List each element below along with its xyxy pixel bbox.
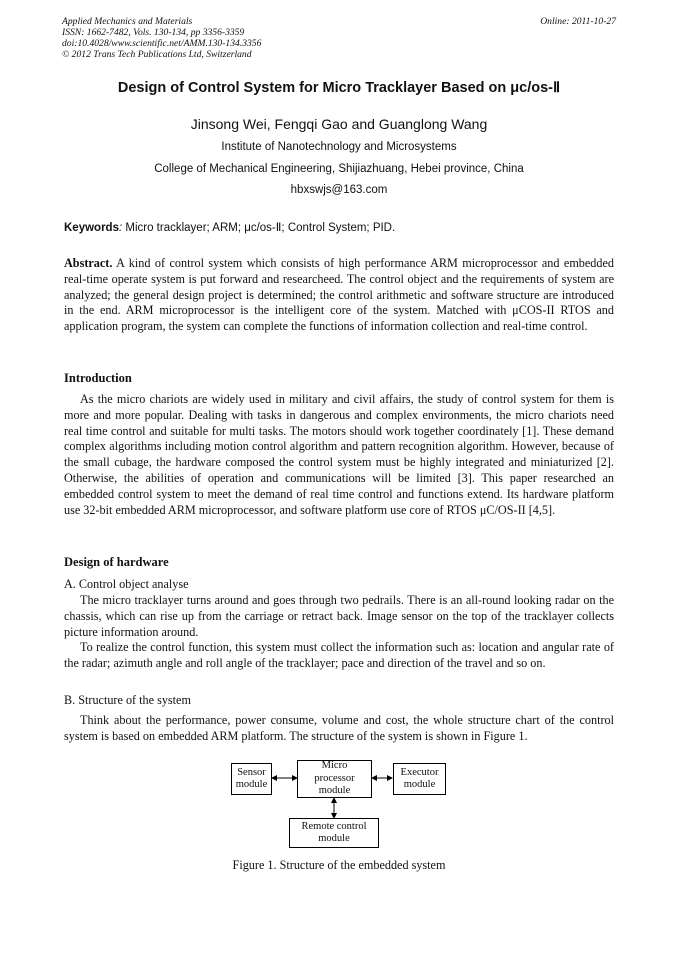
executor-module-box: Executor module: [393, 763, 446, 795]
keywords-text: Micro tracklayer; ARM; μc/os-Ⅱ; Control System; PID.: [122, 222, 396, 234]
sensor-module-box: Sensor module: [231, 763, 272, 795]
keywords-label: Keywords: [64, 222, 119, 234]
introduction-paragraph: As the micro chariots are widely used in military and civil affairs, the study of control system for them is more and more popular. Dealing with tasks in dangerous and complex environments, the micro chariots need real time control and suitable for multi tasks. The motors should work together coordinately [1]. These demand complex algorithms including motion control algorithm and pattern recognition algorithm. However, because of the small cubage, the hardware composed the control system must be highly integrated and miniaturized [2]. Otherwise, the abilities of operation and communications will be limited [3]. This paper researched an embedded control system to meet the demand of real time control and functions extend. Its hardware platform use 32-bit embedded ARM microprocessor, and software platform use core of RTOS μC/OS-II [4,5].: [64, 392, 614, 517]
subsection-a: A. Control object analyse: [64, 577, 189, 591]
introduction-heading: Introduction: [64, 371, 132, 385]
online-date: Online: 2011-10-27: [540, 16, 616, 27]
remote-control-module-box: Remote control module: [289, 818, 379, 848]
college: College of Mechanical Engineering, Shijiazhuang, Hebei province, China: [154, 163, 524, 175]
paragraph-a1: The micro tracklayer turns around and goes through two pedrails. There is an all-round looking radar on the chassis, which can rise up from the carriage or retract back. Image sensor on the top of the tracklayer collects picture information around.: [64, 593, 614, 639]
abstract-text: A kind of control system which consists of high performance ARM microprocessor and embedded real-time operate system is put forward and researcheed. The control object and the requirements of system are analyzed; the general design project is determined; the control arithmetic and software structure are introduced in the end. ARM microprocessor is the intelligent core of the system. Matched with μCOS-II RTOS and application program, the system can complete the functions of information collection and real-time control.: [64, 256, 614, 334]
figure-caption: Figure 1. Structure of the embedded system: [232, 858, 446, 872]
abstract-label: Abstract.: [64, 256, 113, 270]
journal-name: Applied Mechanics and Materials: [62, 16, 193, 27]
institute: Institute of Nanotechnology and Microsystems: [221, 141, 457, 153]
subsection-b: B. Structure of the system: [64, 693, 191, 707]
issn-line: ISSN: 1662-7482, Vols. 130-134, pp 3356-3359: [62, 27, 245, 38]
keywords-sep: :: [118, 222, 123, 234]
doi-line: doi:10.4028/www.scientific.net/AMM.130-134.3356: [62, 38, 262, 49]
paragraph-a2: To realize the control function, this system must collect the information such as: location and angular rate of the radar; azimuth angle and roll angle of the tracklayer; pace and direction of the travel and so on.: [64, 640, 614, 671]
micro-processor-module-box: Micro processor module: [297, 760, 372, 798]
paragraph-b1: Think about the performance, power consume, volume and cost, the whole structure chart of the control system is based on embedded ARM platform. The structure of the system is shown in Figure 1.: [64, 713, 614, 743]
copyright-line: © 2012 Trans Tech Publications Ltd, Switzerland: [62, 49, 252, 60]
authors: Jinsong Wei, Fengqi Gao and Guanglong Wang: [190, 116, 488, 132]
email: hbxswjs@163.com: [290, 184, 388, 196]
hardware-heading: Design of hardware: [64, 555, 169, 569]
paper-title: Design of Control System for Micro Tracklayer Based on μc/os-Ⅱ: [117, 80, 561, 96]
